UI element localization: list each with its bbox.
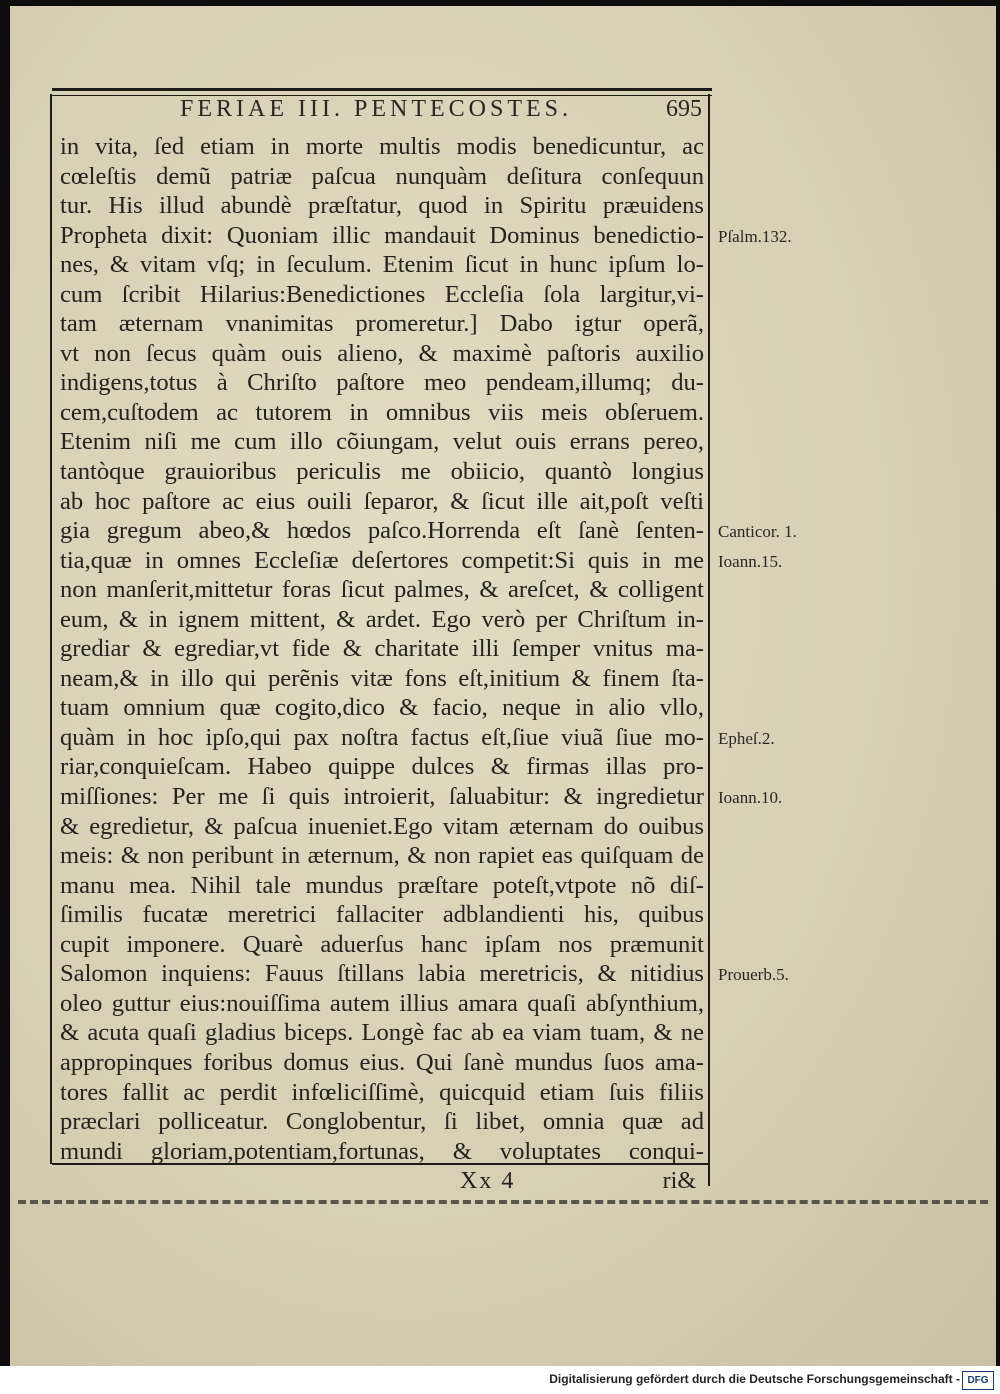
text-line: ab hoc paſtore ac eius ouili ſeparor, & ſicut ille ait,poſt veſti bbox=[60, 487, 704, 515]
text-line: & egredietur, & paſcua inueniet.Ego vitam æternam do ouibus bbox=[60, 812, 704, 840]
marginal-note: Canticor. 1. bbox=[718, 522, 797, 542]
scan-edge-dashes bbox=[18, 1200, 988, 1208]
text-line: miſſiones: Per me ſi quis introierit, ſaluabitur: & ingredietur bbox=[60, 783, 704, 811]
text-line: cœleſtis demũ patriæ paſcua nunquàm deſitura conſequun bbox=[60, 162, 704, 190]
text-line: gia gregum abeo,& hœdos paſco.Horrenda eſt ſanè ſenten- bbox=[60, 517, 704, 545]
credit-text: Digitalisierung gefördert durch die Deutsche Forschungsgemeinschaft - bbox=[549, 1372, 960, 1386]
text-line: præclari polliceatur. Conglobentur, ſi libet, omnia quæ ad bbox=[60, 1108, 704, 1136]
text-line: manu mea. Nihil tale mundus præſtare poteſt,vtpote nõ diſ- bbox=[60, 871, 704, 899]
text-line: quàm in hoc ipſo,qui pax noſtra factus eſt,ſiue viuã ſiue mo- bbox=[60, 723, 704, 751]
running-title: FERIAE III. PENTECOSTES. bbox=[180, 96, 572, 122]
left-frame-rule bbox=[50, 94, 52, 1164]
page-footer bbox=[60, 1168, 700, 1196]
text-line: eum, & in ignem mittent, & ardet. Ego verò per Chriſtum in- bbox=[60, 605, 704, 633]
right-frame-rule bbox=[708, 94, 710, 1186]
text-line: riar,conquieſcam. Habeo quippe dulces & firmas illas pro- bbox=[60, 753, 704, 781]
text-line: tantòque grauioribus periculis me obiicio, quantò longius bbox=[60, 458, 704, 486]
text-line: nes, & vitam vſq; in ſeculum. Etenim ſicut in hunc ipſum lo- bbox=[60, 251, 704, 279]
dfg-logo: DFG bbox=[962, 1371, 994, 1390]
text-line: appropinques foribus domus eius. Qui ſanè mundus ſuos ama- bbox=[60, 1048, 704, 1076]
page-number: 695 bbox=[666, 96, 702, 122]
text-line: ſimilis fucatæ meretrici fallaciter adblandienti his, quibus bbox=[60, 901, 704, 929]
signature-mark: Xx 4 bbox=[460, 1168, 516, 1194]
marginal-note: Prouerb.5. bbox=[718, 965, 789, 985]
text-line: oleo guttur eius:nouiſſima autem illius amara quaſi abſynthium, bbox=[60, 989, 704, 1017]
text-line: in vita, ſed etiam in morte multis modis benedicuntur, ac bbox=[60, 133, 704, 160]
text-line: & acuta quaſi gladius biceps. Longè fac ab ea viam tuam, & ne bbox=[60, 1019, 704, 1047]
marginal-note: Epheſ.2. bbox=[718, 729, 775, 748]
marginal-note: Ioann.10. bbox=[718, 788, 783, 808]
text-line: grediar & egrediar,vt fide & charitate illi ſemper vnitus ma- bbox=[60, 635, 704, 663]
text-line: cupit imponere. Quarè aduerſus hanc ipſam nos præmunit bbox=[60, 930, 704, 958]
text-line: tam æternam vnanimitas promeretur.] Dabo igtur operã, bbox=[60, 310, 704, 338]
catchword: ri& bbox=[662, 1168, 696, 1194]
running-header bbox=[62, 94, 708, 128]
text-line: tuam omnium quæ cogito,dico & facio, neque in alio vllo, bbox=[60, 694, 704, 722]
text-line: tia,quæ in omnes Eccleſiæ deſertores competit:Si quis in me bbox=[60, 546, 704, 574]
body-text bbox=[60, 132, 704, 1166]
marginal-note: Ioann.15. bbox=[718, 551, 783, 571]
credit-bar bbox=[0, 1366, 1000, 1394]
text-line: neam,& in illo qui perẽnis vitæ fons eſt,initium & finem ſta- bbox=[60, 664, 704, 692]
text-line: non manſerit,mittetur foras ſicut palmes, & areſcet, & colligent bbox=[60, 576, 704, 604]
text-line: cem,cuſtodem ac tutorem in omnibus viis meis obſeruem. bbox=[60, 398, 704, 426]
text-line: vt non ſecus quàm ouis alieno, & maximè paſtoris auxilio bbox=[60, 339, 704, 367]
text-line: meis: & non peribunt in æternum, & non rapiet eas quiſquam de bbox=[60, 842, 704, 870]
text-line: tores fallit ac perdit infœliciſſimè, quicquid etiam ſuis filiis bbox=[60, 1078, 704, 1106]
text-line: mundi gloriam,potentiam,fortunas, & voluptates conqui- bbox=[60, 1137, 704, 1165]
text-line: Salomon inquiens: Fauus ſtillans labia meretricis, & nitidius bbox=[60, 960, 704, 988]
text-line: tur. His illud abundè præſtatur, quod in Spiritu præuidens bbox=[60, 192, 704, 220]
text-line: indigens,totus à Chriſto paſtore meo pendeam,illumq; du- bbox=[60, 369, 704, 397]
text-line: Propheta dixit: Quoniam illic mandauit Dominus benedictio- bbox=[60, 221, 704, 249]
footer-rule bbox=[52, 1163, 710, 1165]
text-line: cum ſcribit Hilarius:Benedictiones Eccleſia ſola largitur,vi- bbox=[60, 280, 704, 308]
text-line: Etenim niſi me cum illo cõiungam, velut ouis errans pereo, bbox=[60, 428, 704, 456]
marginal-note: Pſalm.132. bbox=[718, 226, 792, 246]
